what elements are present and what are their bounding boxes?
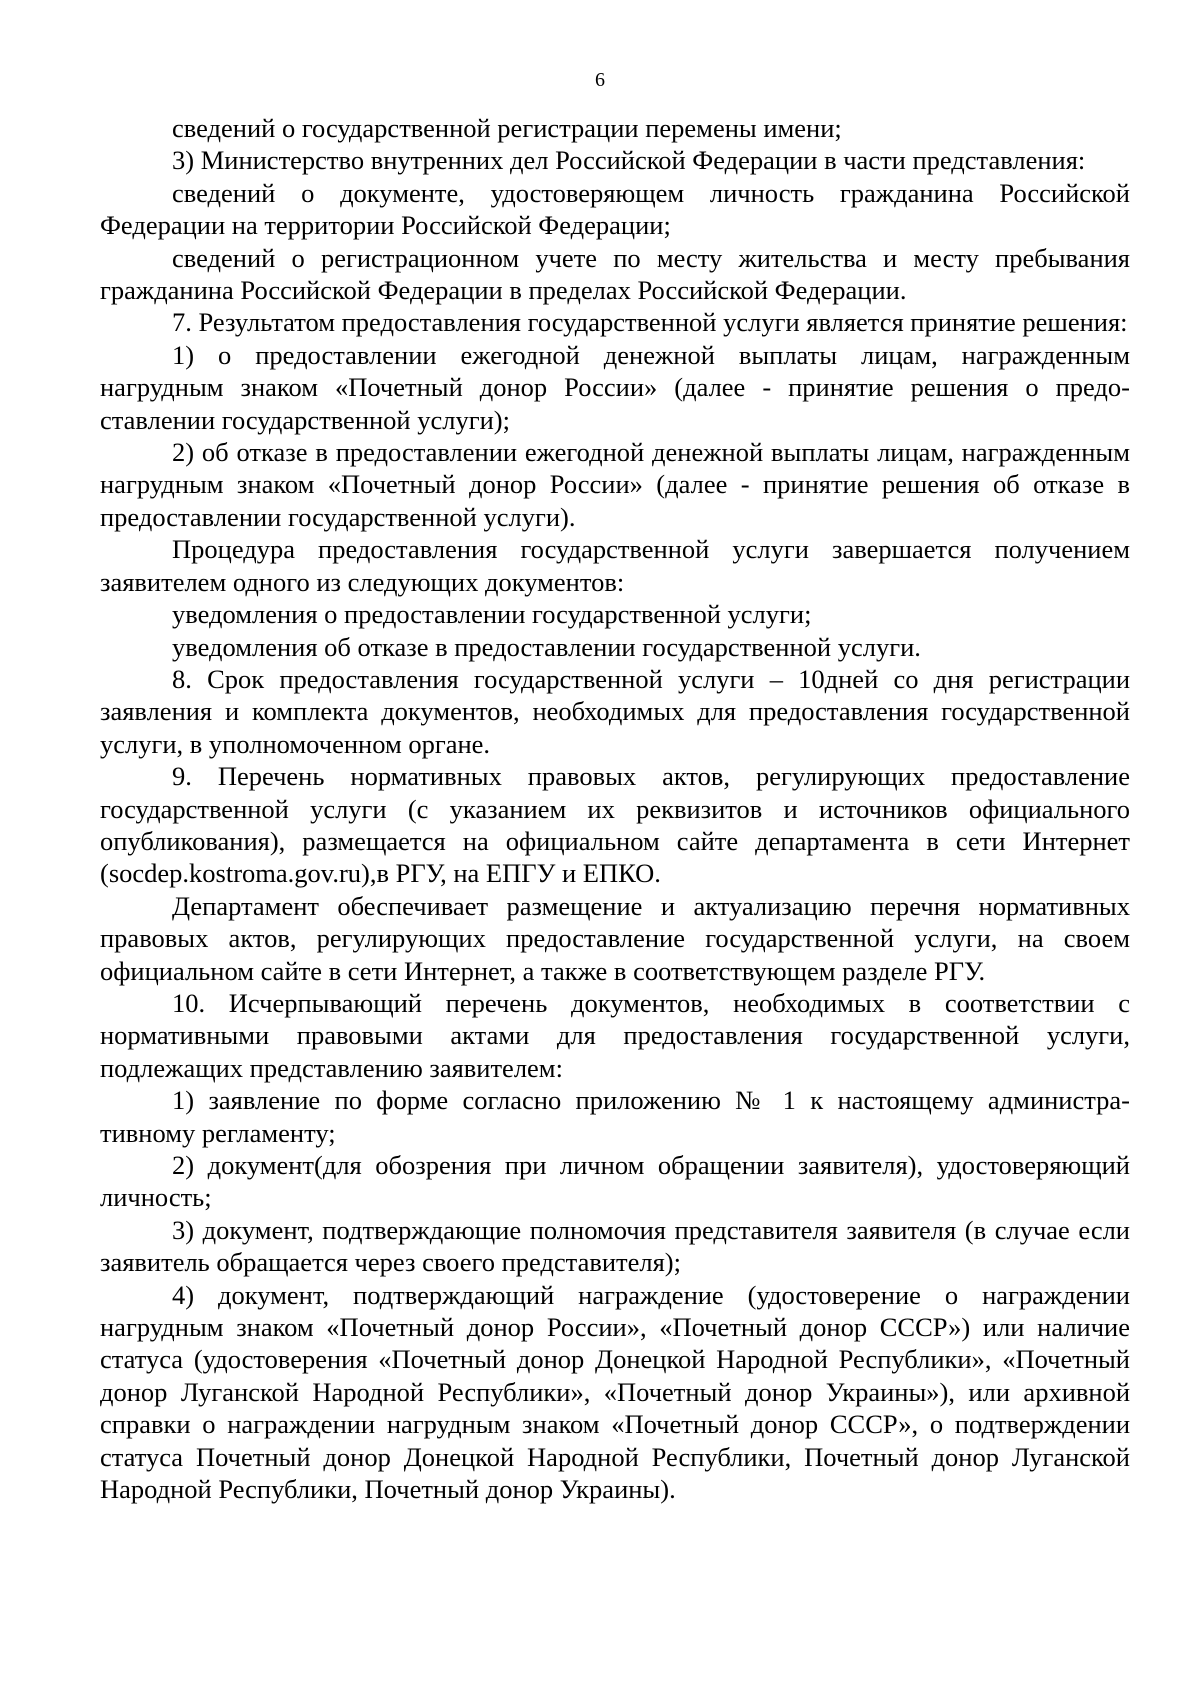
paragraph: сведений о документе, удостоверяющем личность гражданина Российской Федерации на территории Российской Федерации; — [100, 177, 1130, 241]
document-body — [100, 112, 1130, 1505]
paragraph: 2) документ(для обозрения при личном обращении заявителя), удостоверяющий личность; — [100, 1150, 1130, 1213]
paragraph: сведений о регистрационном учете по месту жительства и месту пребывания гражданина Российской Федерации в пределах Российской Федерации. — [100, 242, 1130, 306]
paragraph: 1) заявление по форме согласно приложению № 1 к настоящему административному регламенту; — [100, 1085, 1130, 1148]
paragraph: 10. Исчерпывающий перечень документов, необходимых в соответствии с нормативными правовыми актами для предоставления государственной услуги, подлежащих представлению заявителем: — [100, 987, 1130, 1083]
paragraph: сведений о государственной регистрации перемены имени; — [172, 113, 842, 143]
paragraph: 1) о предоставлении ежегодной денежной выплаты лицам, награжденным нагрудным знаком «Почетный донор России» (далее - принятие решения о предоставлении государственной услуги); — [100, 339, 1130, 435]
paragraph: уведомления об отказе в предоставлении государственной услуги. — [172, 631, 921, 662]
paragraph: 9. Перечень нормативных правовых актов, регулирующих предоставление государственной услуги (с указанием их реквизитов и источников официального опубликования), размещается на официальном сайте департамента в сети Интернет (socdep.kostroma.gov.ru),в РГУ, на ЕПГУ и ЕПКО. — [100, 761, 1130, 889]
paragraph: Процедура предоставления государственной услуги завершается получением заявителем одного из следующих документов: — [100, 534, 1130, 597]
page-number: 6 — [595, 69, 605, 91]
paragraph: уведомления о предоставлении государственной услуги; — [172, 599, 812, 630]
paragraph: 2) об отказе в предоставлении ежегодной денежной выплаты лицам, награжденным нагрудным знаком «Почетный донор России» (далее - принятие решения об отказе в предоставлении государственной услуги). — [100, 437, 1130, 532]
paragraph: 7. Результатом предоставления государственной услуги является принятие решения: — [172, 307, 1128, 338]
paragraph: 8. Срок предоставления государственной услуги – 10дней со дня регистрации заявления и комплекта документов, необходимых для предоставления государственной услуги, в уполномоченном органе. — [100, 663, 1130, 759]
paragraph: 4) документ, подтверждающий награждение (удостоверение о награждении нагрудным знаком «Почетный донор России», «Почетный донор СССР») или наличие статуса (удостоверения «Почетный донор Донецкой Народной Республики», «Почетный донор Луганской Народной Республики», «Почетный донор Украины»), или архивной справки о награждении нагрудным знаком «Почетный донор СССР», о подтверждении статуса Почетный донор Донецкой Народной Республики, Почетный донор Луганской Народной Республики, Почетный донор Украины). — [100, 1279, 1130, 1505]
paragraph: 3) Министерство внутренних дел Российской Федерации в части представления: — [172, 145, 1086, 176]
paragraph: Департамент обеспечивает размещение и актуализацию перечня нормативных правовых актов, регулирующих предоставление государственной услуги, на своем официальном сайте в сети Интернет, а также в соответствующем разделе РГУ. — [100, 890, 1130, 986]
paragraph: 3) документ, подтверждающие полномочия представителя заявителя (в случае если заявитель обращается через своего представителя); — [100, 1214, 1130, 1278]
